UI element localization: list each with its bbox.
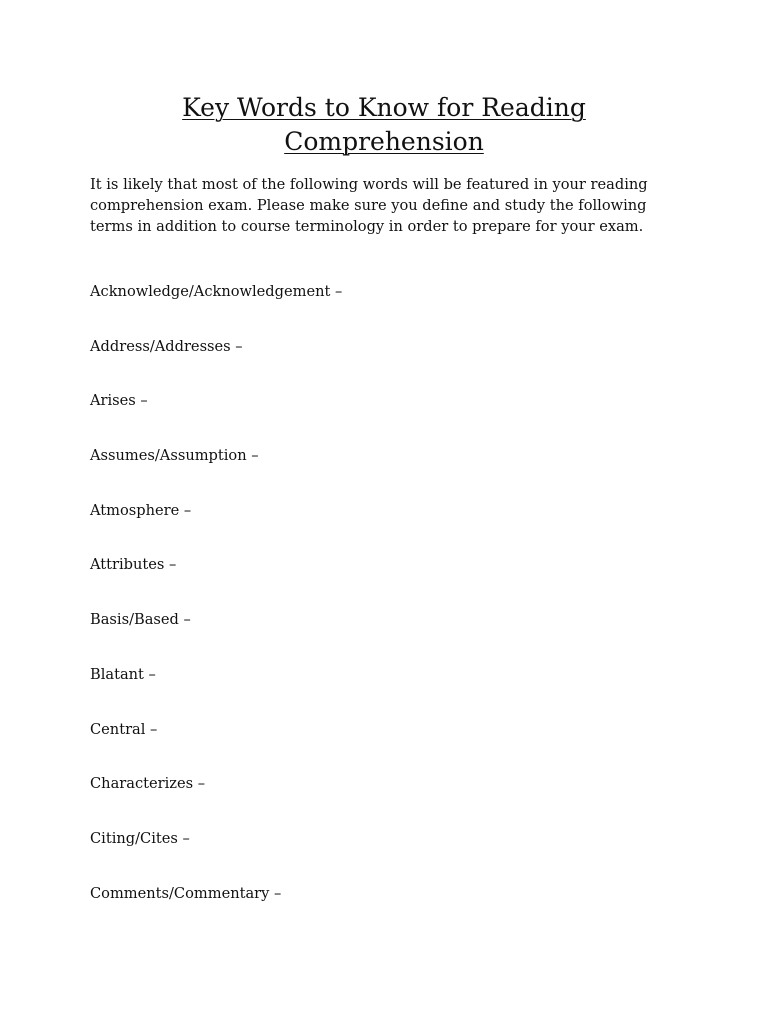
key-terms-list [90,281,342,937]
intro-paragraph: It is likely that most of the following words will be featured in your reading comprehension exam. Please make sure you define and study the following terms in addition to course terminology in order to prepare for your exam. [90,176,648,235]
term-item: Citing/Cites – [90,829,190,847]
term-item: Comments/Commentary – [90,884,282,902]
term-item: Acknowledge/Acknowledgement – [90,283,343,300]
term-item: Arises – [90,392,148,410]
term-item: Assumes/Assumption – [90,447,259,465]
term-item: Atmosphere – [90,501,192,519]
term-item: Basis/Based – [90,611,191,629]
term-item: Characterizes – [90,775,206,793]
page-title [90,91,678,159]
term-item: Attributes – [90,556,177,574]
term-item: Address/Addresses – [90,337,243,355]
title-line-1: Key Words to Know for Reading [182,93,586,122]
term-item: Central – [90,720,158,738]
term-item: Blatant – [90,665,156,683]
title-line-2: Comprehension [284,127,484,156]
